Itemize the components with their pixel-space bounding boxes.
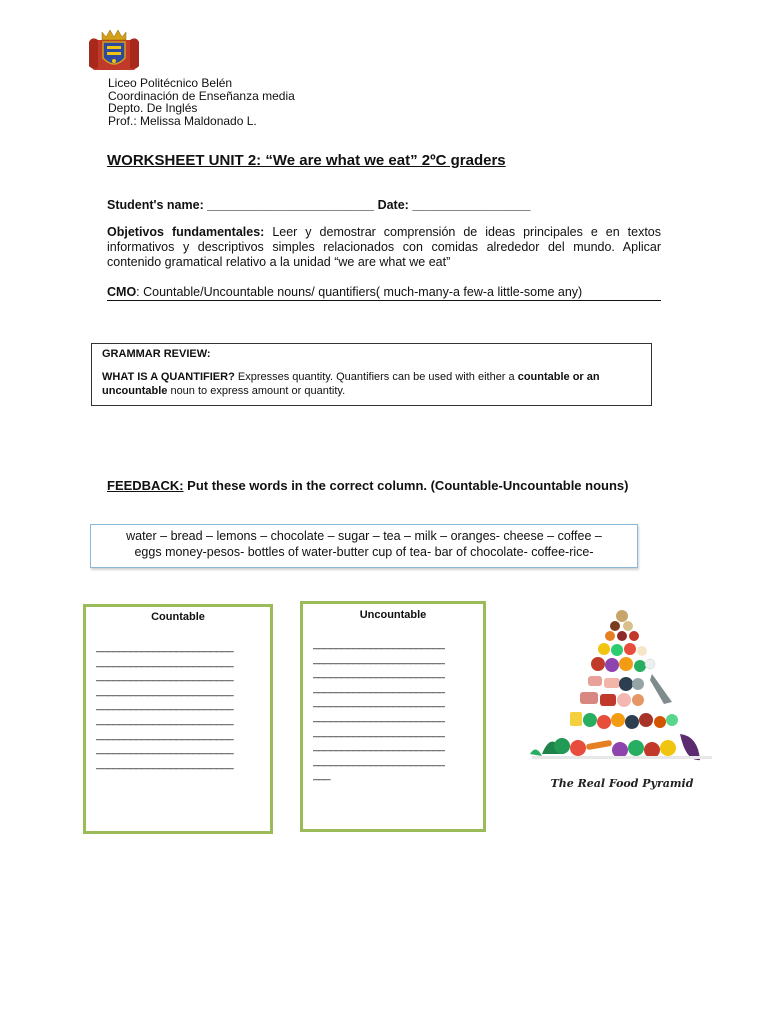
- school-name: Liceo Politécnico Belén: [108, 76, 233, 90]
- answer-line[interactable]: _______________________: [313, 652, 445, 665]
- answer-line[interactable]: _______________________: [313, 710, 445, 723]
- uncountable-answer-lines[interactable]: [313, 637, 483, 783]
- answer-line[interactable]: ________________________: [96, 743, 234, 756]
- answer-line[interactable]: ___: [313, 769, 331, 782]
- objectives-label: Objetivos fundamentales:: [107, 225, 265, 239]
- answer-line[interactable]: ________________________: [96, 757, 234, 770]
- grammar-review-heading: GRAMMAR REVIEW:: [102, 348, 211, 360]
- student-name-blank: ________________________: [207, 198, 375, 212]
- answer-line[interactable]: ________________________: [96, 641, 234, 653]
- date-label: Date:: [377, 198, 409, 212]
- feedback-instruction: [107, 477, 667, 495]
- date-blank: _________________: [412, 198, 531, 212]
- cmo-label: CMO: [107, 285, 137, 299]
- countable-column: [83, 604, 273, 834]
- coordination-line: Coordinación de Enseñanza media: [108, 88, 295, 103]
- countable-answer-lines[interactable]: [96, 640, 270, 771]
- cmo-line: [107, 285, 661, 301]
- grammar-text-1: Expresses quantity. Quantifiers can be used with either a: [234, 371, 518, 383]
- student-info-line: [107, 198, 531, 212]
- answer-line[interactable]: _______________________: [313, 740, 445, 753]
- grammar-review-text: [102, 371, 641, 398]
- teacher-line: Prof.: Melissa Maldonado L.: [108, 113, 257, 128]
- cmo-text: : Countable/Uncountable nouns/ quantifiers( much-many-a few-a little-some any): [136, 285, 583, 299]
- answer-line[interactable]: ________________________: [96, 655, 234, 668]
- grammar-text-2: noun to express amount or quantity.: [167, 384, 346, 397]
- answer-line[interactable]: ________________________: [96, 728, 234, 741]
- answer-line[interactable]: _______________________: [313, 638, 445, 650]
- uncountable-heading: Uncountable: [359, 609, 427, 621]
- answer-line[interactable]: _______________________: [313, 667, 445, 680]
- worksheet-title: WORKSHEET UNIT 2: “We are what we eat” 2ºC graders: [107, 152, 506, 169]
- word-bank-line-2: eggs money-pesos- bottles of water-butter cup of tea- bar of chocolate- coffee-rice-: [134, 545, 594, 559]
- answer-line[interactable]: ________________________: [96, 713, 234, 726]
- school-info: [108, 77, 295, 127]
- school-crest-logo: [86, 28, 142, 74]
- feedback-text: Put these words in the correct column. (Countable-Uncountable nouns): [183, 478, 629, 493]
- uncountable-column: [300, 601, 486, 832]
- pyramid-caption: The Real Food Pyramid: [550, 777, 694, 790]
- answer-line[interactable]: _______________________: [313, 696, 445, 709]
- answer-line[interactable]: ________________________: [96, 670, 234, 683]
- countable-heading: Countable: [151, 611, 205, 623]
- student-name-label: Student's name:: [107, 198, 204, 212]
- word-bank-box: [90, 524, 638, 568]
- food-pyramid-image: [522, 604, 722, 804]
- answer-line[interactable]: _______________________: [313, 725, 445, 738]
- word-bank-line-1: water – bread – lemons – chocolate – sugar – tea – milk – oranges- cheese – coffee –: [126, 529, 602, 543]
- department-line: Depto. De Inglés: [108, 101, 198, 115]
- grammar-review-box: [91, 343, 652, 406]
- answer-line[interactable]: _______________________: [313, 681, 445, 694]
- answer-line[interactable]: ________________________: [96, 684, 234, 697]
- grammar-bold-1: countable or an uncountable: [102, 371, 600, 397]
- answer-line[interactable]: _______________________: [313, 754, 445, 767]
- answer-line[interactable]: ________________________: [96, 699, 234, 712]
- feedback-label: FEEDBACK:: [107, 478, 184, 493]
- objectives-paragraph: [107, 225, 661, 270]
- quantifier-question: WHAT IS A QUANTIFIER?: [102, 371, 235, 383]
- objectives-text: Leer y demostrar comprensión de ideas principales e en textos informativos y descriptivos simples relacionados con comidas alrededor del mundo. Aplicar contenido gramatical relativo a la unidad “we are what we eat”: [107, 225, 661, 269]
